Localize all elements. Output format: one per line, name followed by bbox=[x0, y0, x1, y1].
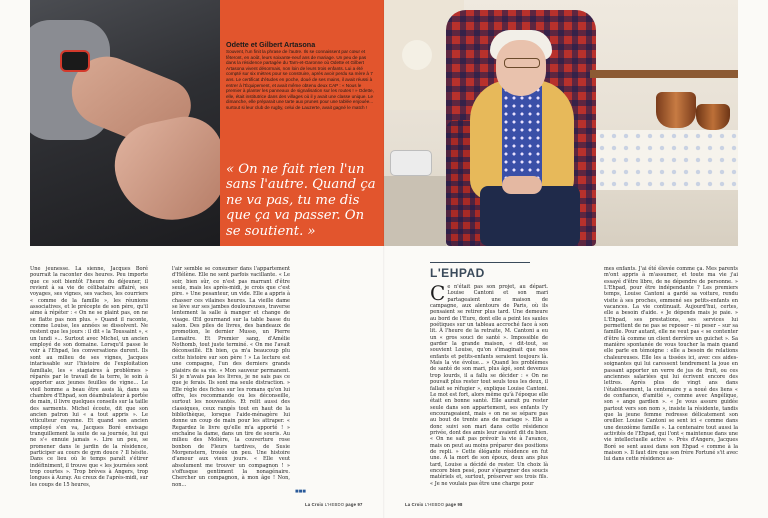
footer-left bbox=[305, 502, 363, 507]
footer-left-page: page 97 bbox=[345, 502, 363, 507]
text-column-3 bbox=[430, 281, 548, 487]
face-shape bbox=[496, 40, 546, 96]
section-heading: L'EHPAD bbox=[430, 266, 485, 280]
lamp-icon bbox=[402, 40, 432, 70]
section-rule bbox=[430, 262, 530, 263]
portrait-photo bbox=[384, 0, 738, 246]
glasses-icon bbox=[504, 58, 540, 68]
hands-photo bbox=[30, 0, 220, 246]
pull-quote: « On ne fait rien l'un sans l'autre. Quand ça ne va pas, tu me dis que ça va passer. On se soutient. » bbox=[226, 162, 376, 239]
telephone-icon bbox=[390, 150, 432, 176]
end-mark: ■■■ bbox=[295, 489, 306, 495]
drop-cap: C bbox=[430, 281, 446, 305]
column-3-text: e n'était pas son projet, au départ. Louise Cantoni et son mari partageaient une maison de campagne, aux alentours de Paris, où ils pensaient se retirer plus tard. Une demeure au bord de l'Eure, dont elle a peint les saules poétiques sur un tableau accroché face à son lit. À l'heure de la retraite, M. Cantoni a eu un « gros souci de santé ». Impossible de garder la grande maison, « dit-tout, se souvient Louise, qu'on s'imaginait que nos enfants et petits-enfants seraient toujours là. Mais la vie évolue... » Quand les problèmes de santé de son mari, plus âgé, sont devenus trop lourds, il a fallu se décider : « On ne pouvait plus rester tout seuls tous les deux, il fallait se réfugier », explique Louise Cantoni. Le mot est fort, alors même qu'à l'époque elle était en bonne santé. Elle aurait pu rester seule dans son appartement, ses enfants l'y encourageaient, mais « on ne se sépare pas au bout de trente ans de mariage ». Elle a donc suivi son mari dans cette résidence privée, dont des amis leur avaient dit du bien. « On ne sait pas prévoir la vie à l'avance, mais on peut au moins préparer des positions de repli. » Cette élégante résidence en fut une. À la mort de son époux, deux ans plus tard, Louise a décidé de rester. Un choix là encore bien pesé, pour s'épargner des soucis matériels et, surtout, préserver ses trois fils. « Je ne voulais pas être une charge pour bbox=[430, 284, 548, 487]
tablecloth-shape bbox=[596, 130, 738, 190]
footer-right-page: page 98 bbox=[445, 502, 463, 507]
caption-panel bbox=[220, 0, 384, 246]
footer-right bbox=[405, 502, 463, 507]
panel-body: Souvent, l'un finit la phrase de l'autre. Ils se connaissent par cœur et fêteront, en août, leurs soixante-neuf ans de mariage. Un peu de pas dans la résidence partagée du Tarn-et-Garonne où Odette et Gilbert Artasona vivent désormais, non loin de leurs trois enfants. Lui a été compté sur six mètres pour se construire, après avoir perdu sa mère à 7 ans. Le certificat d'études en poche, doué de ses mains, il avait réussi à entrer à l'Équipement, et avait même obtenu deux CAP : « Nous le premier à planter les panneaux de signalisation sur les routes ! » Odette, elle, était institutrice dans des villages où il y avait une classe unique. Le dimanche, elle préparait une tarte aux prunes pour une tablée enjouée... surtout si leur club de rugby, celui de Lauzerte, avait gagné le match ! bbox=[226, 49, 374, 110]
footer-right-date: L'HEBDO bbox=[424, 502, 445, 507]
text-column-2 bbox=[172, 266, 290, 488]
column-1-text: Une jeunesse. La sienne, Jacques Boré pourrait la raconter des heures. Peu importe que ce soit bientôt l'heure du déjeuner, il revient à sa vie de célibataire affairé, ses voyages, ses vignes, ses vaches, les courriers « comme de la famille », les réunions associatives, et le précepte de son père, qu'il aime à répéter : « On ne se plaint pas, on ne se flatte pas non plus. » Quand il raconte, comme Louise, les années se dissolvent. Ne restent que les jours : il dit « la Toussaint », « un lundi »... Surtout avec Michel, un ancien employé de son domaine. Lorsqu'il passe le voir à l'Ehpad, les conversations durent. Ils sont au milieu de ses vignes, Jacques intarissable sur l'histoire de l'exploitation familiale, les « stagiaires à problèmes » réparés par le travail de la terre, le soin à apporter aux jeunes feuilles de vigne... Le vieil homme a beau être assis là, dans sa chambre d'Ehpad, son déambulateur à portée de main, il livre quelques conseils sur la taille des sarments. Michel écoute, dit que son ancien patron lui « a tout appris ». Le viticulteur rayonne. Et quand son ancien employé s'en va, Jacques Boré envisage tranquillement la suite de sa journée, lui qui ne s'« ennuie jamais ». Lire un peu, se promener dans le jardin de la résidence, participer au cours de gym douce ? Il hésite. Dans ce lieu où le temps paraît s'étirer indéfiniment, il trouve que « les journées sont trop courtes ». Trop brèves à Angers, trop longues à Auray. Au creux de l'après-midi, sur les coups de 15 heures, bbox=[30, 266, 148, 488]
folded-hands-shape bbox=[502, 176, 542, 194]
footer-right-brand: La Croix bbox=[405, 502, 424, 507]
skirt-shape bbox=[480, 186, 580, 246]
text-column-1 bbox=[30, 266, 148, 488]
footer-left-brand: La Croix bbox=[305, 502, 324, 507]
watch-icon bbox=[60, 50, 90, 72]
shelf-shape bbox=[590, 70, 738, 78]
page-gutter bbox=[383, 0, 385, 518]
copper-pan-icon bbox=[696, 104, 730, 130]
panel-title: Odette et Gilbert Artasona bbox=[226, 40, 316, 49]
side-table bbox=[384, 176, 446, 246]
footer-left-date: L'HEBDO bbox=[324, 502, 345, 507]
copper-pot-icon bbox=[656, 92, 696, 128]
text-column-4 bbox=[604, 266, 738, 463]
column-4-text: mes enfants. J'ai été élevée comme ça. Mes parents m'ont appris à m'assumer, et toute ma vie j'ai essayé d'être libre, de ne dépendre de personne. » L'Ehpad, pour être indépendante ? Les premiers temps, Louise Cantoni a gardé sa voiture, rendu visite à ses proches, emmené ses petits-enfants en vacances. La vie continuait. Aujourd'hui, certes, elle a besoin d'aide. « Je dépends mais je paie. » L'Ehpad, ses prestations, ses services lui permettent de ne pas se reposer – ni peser – sur sa famille. Pour autant, elle ne veut pas « se contenter d'être là comme un client derrière un guichet ». Sa manière spontanée de vous toucher la main quand elle parle en témoigne : elle a besoin de relations chaleureuses. Elle les a tissées ici, avec ces aides-soignantes qui lui caressent tendrement la joue en passant apporter un verre de jus de fruit, ou ces anciennes salariées qui lui écrivent encore des lettres. Après plus de vingt ans dans l'établissement, la centenaire y a noué des liens « de confiance, d'amitié », comme avec Angélique, son « ange gardien ». « Je vous assure guidée partout vers son nom », insiste la résidente, tandis que la jeune femme redresse délicatement son oreiller. Louise Cantoni se sent ici « comme dans une deuxième famille ». La centenaire tout aussi la activités de l'Ehpad, qui l'ont « maintenue dans une vie intellectuelle active ». Près d'Angers, Jacques Boré se sent aussi dans son Ehpad « comme à la maison ». Il faut dire que son frère Fortuné s'it avec lui dans cette résidence as- bbox=[604, 266, 738, 463]
column-2-text: l'air semble se consumer dans l'appartement d'Hélène. Elle ne sent parfois vacillante. « Le soir, bien sûr, ce n'est pas marrant d'être seule, mais les après-midi, je crois que c'est pire. » Une pesanteur, un vide. Elle a appris à chasser ces vilaines heures. La vieille dame se lève sur ses jambes douloureuses, traverse lentement la salle à manger et change de visage. Œil gourmand sur la table basse du salon. Des piles de livres, des bandeaux de promotion, le dernier Musso, un Pierre Lemaitre. Et Premier sang, d'Amélie Nothomb, tout juste terminé. « On me l'avait déconseillé. Eh bien, ça m'a beaucoup plu cette histoire sur son père ! » La lecture est une compagne, l'un des derniers grands plaisirs de sa vie. « Mon sauveur permanent. Si je n'avais pas les livres, je ne sais pas ce que je ferais. Ils sont ma seule distraction. » Elle règle des fiches sur les romans qu'on lui offre, les recommande ou les déconseille, surtout les nouveautés. Et relit aussi des classiques, ceux rangés tout en haut de la bibliothèque, lorsque l'aide-ménagère lui donne un coup de main pour les attraper. « Regardez le livre qu'elle m'a apporté ! » enchaîne la dame, dans un tire de souris. Au milieu des Molière, la couverture rose bonbon de Fleurs tardives, de Susie Morgenstern, trouée un peu. Une histoire d'amour aux vieux jours. « Elle veut absolument me trouver un compagnon ! » s'offusque gentiment la nonagénaire. Chercher un compagnon, à mon âge ! Non, non... bbox=[172, 266, 290, 488]
